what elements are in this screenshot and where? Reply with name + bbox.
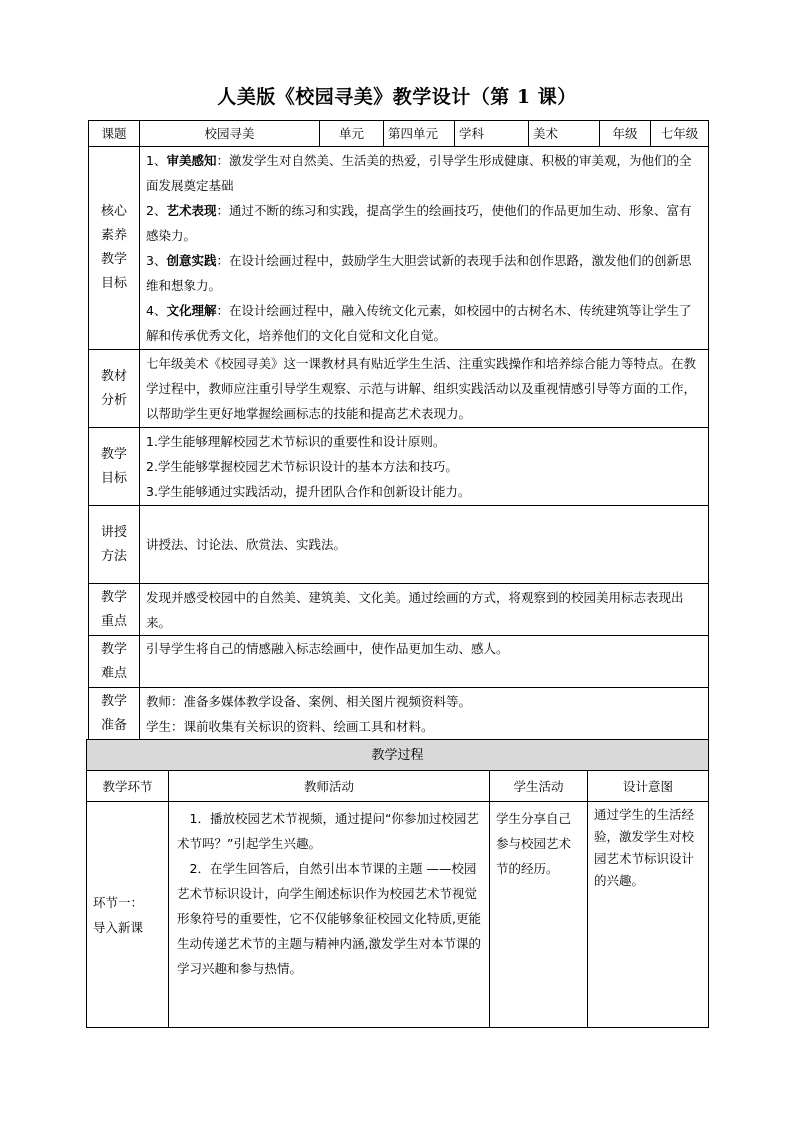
unit-value: 第四单元 (384, 121, 455, 147)
prep-label: 教学 准备 (89, 688, 140, 740)
goals-label: 教学 目标 (89, 428, 140, 506)
goals-content (140, 428, 709, 506)
difficulty-content: 引导学生将自己的情感融入标志绘画中，使作品更加生动、感人。 (140, 636, 709, 688)
design-intent-cell: 通过学生的生活经验，激发学生对校园艺术节标识设计的兴趣。 (588, 802, 709, 1028)
key-points-label: 教学 重点 (89, 584, 140, 636)
grade-value: 七年级 (651, 121, 709, 147)
methods-label: 讲授 方法 (89, 506, 140, 584)
document-title: 人美版《校园寻美》教学设计（第 1 课） (217, 86, 577, 108)
goal-item: 1.学生能够理解校园艺术节标识的重要性和设计原则。 (146, 434, 446, 449)
student-activity-cell: 学生分享自己参与校园艺术节的经历。 (490, 802, 588, 1028)
subject-label: 学科 (455, 121, 529, 147)
info-row (89, 121, 709, 147)
core-item: 1、审美感知：激发学生对自然美、生活美的热爱，引导学生形成健康、积极的审美观，为他们的全面发展奠定基础 (146, 153, 692, 193)
core-goals-content (140, 147, 709, 350)
material-content: 七年级美术《校园寻美》这一课教材具有贴近学生生活、注重实践操作和培养综合能力等特点。在教学过程中，教师应注重引导学生观察、示范与讲解、组织实践活动以及重视情感引导等方面的工作，以帮助学生更好地掌握绘画标志的技能和提高艺术表现力。 (140, 350, 709, 428)
goal-item: 2.学生能够掌握校园艺术节标识设计的基本方法和技巧。 (146, 459, 458, 474)
col-teacher: 教师活动 (169, 771, 490, 802)
col-student: 学生活动 (490, 771, 588, 802)
core-item: 3、创意实践：在设计绘画过程中，鼓励学生大胆尝试新的表现手法和创作思路，激发他们的创新思维和想象力。 (146, 253, 692, 293)
prep-row (89, 688, 709, 740)
col-stage: 教学环节 (87, 771, 169, 802)
key-points-content: 发现并感受校园中的自然美、建筑美、文化美。通过绘画的方式，将观察到的校园美用标志表现出来。 (140, 584, 709, 636)
topic-value: 校园寻美 (140, 121, 320, 147)
difficulty-row (89, 636, 709, 688)
material-label: 教材 分析 (89, 350, 140, 428)
process-columns-row (87, 771, 709, 802)
goals-row (89, 428, 709, 506)
process-row (87, 802, 709, 1028)
process-table (86, 739, 709, 1028)
lesson-info-table (88, 120, 709, 740)
goal-item: 3.学生能够通过实践活动，提升团队合作和创新设计能力。 (146, 484, 471, 499)
topic-label: 课题 (89, 121, 140, 147)
subject-value: 美术 (529, 121, 600, 147)
unit-label: 单元 (320, 121, 384, 147)
col-intent: 设计意图 (588, 771, 709, 802)
core-item: 4、文化理解：在设计绘画过程中，融入传统文化元素，如校园中的古树名木、传统建筑等让学生了解和传承优秀文化，培养他们的文化自觉和文化自觉。 (146, 303, 692, 343)
core-item: 2、艺术表现：通过不断的练习和实践，提高学生的绘画技巧，使他们的作品更加生动、形象、富有感染力。 (146, 203, 692, 243)
process-header-row (87, 740, 709, 771)
stage-cell: 环节一： 导入新课 (87, 802, 169, 1028)
prep-teacher: 教师：准备多媒体教学设备、案例、相关图片视频资料等。 (146, 693, 472, 709)
methods-row (89, 506, 709, 584)
teacher-activity-cell: 1．播放校园艺术节视频，通过提问“你参加过校园艺术节吗？”引起学生兴趣。 2．在学生回答后，自然引出本节课的主题 ——校园艺术节标识设计，向学生阐述标识作为校园艺术节视觉形象符号的重要性，它不仅能够象征校园文化特质,更能生动传递艺术节的主题与精神内涵,激发学生对本节课的学习兴趣和参与热情。 (169, 802, 490, 1028)
process-header: 教学过程 (87, 740, 709, 771)
grade-label: 年级 (600, 121, 651, 147)
material-row (89, 350, 709, 428)
core-goals-label: 核心 素养 教学 目标 (89, 147, 140, 350)
methods-content: 讲授法、讨论法、欣赏法、实践法。 (140, 506, 709, 584)
difficulty-label: 教学 难点 (89, 636, 140, 688)
key-points-row (89, 584, 709, 636)
prep-content (140, 688, 709, 740)
prep-student: 学生：课前收集有关标识的资料、绘画工具和材料。 (146, 718, 434, 734)
core-goals-row (89, 147, 709, 350)
